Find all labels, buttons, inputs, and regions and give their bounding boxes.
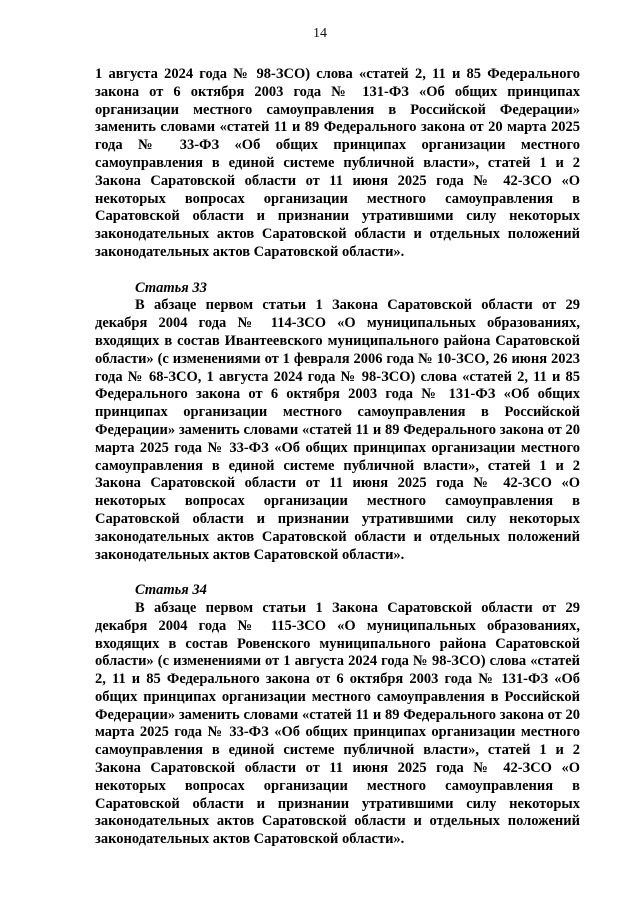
paragraph-continuation: 1 августа 2024 года № 98-ЗСО) слова «статей 2, 11 и 85 Федерального закона от 6 октября 2003 года № 131-ФЗ «Об общих принципах организации местного самоуправления в Российской Федерации» заменить словами «статей 11 и 89 Федерального закона от 20 марта 2025 года № 33-ФЗ «Об общих принципах организации местного самоуправления в единой системе публичной власти», статей 1 и 2 Закона Саратовской области от 11 июня 2025 года № 42-ЗСО «О некоторых вопросах организации местного самоуправления в Саратовской области и признании утратившими силу некоторых законодательных актов Саратовской области и отдельных положений законодательных актов Саратовской области». <box>95 66 580 260</box>
article-34-body: В абзаце первом статьи 1 Закона Саратовской области от 29 декабря 2004 года № 115-ЗСО «О муниципальных образованиях, входящих в состав Ровенского муниципального района Саратовской области» (с изменениями от 1 августа 2024 года № 98-ЗСО) слова «статей 2, 11 и 85 Федерального закона от 6 октября 2003 года № 131-ФЗ «Об общих принципах организации местного самоуправления в Российской Федерации» заменить словами «статей 11 и 89 Федерального закона от 20 марта 2025 года № 33-ФЗ «Об общих принципах организации местного самоуправления в единой системе публичной власти», статей 1 и 2 Закона Саратовской области от 11 июня 2025 года № 42-ЗСО «О некоторых вопросах организации местного самоуправления в Саратовской области и признании утратившими силу некоторых законодательных актов Саратовской области и отдельных положений законодательных актов Саратовской области». <box>95 599 580 848</box>
page-number: 14 <box>313 26 327 41</box>
article-34-heading: Статья 34 <box>135 582 207 599</box>
article-33-heading: Статья 33 <box>135 279 207 296</box>
article-33-body: В абзаце первом статьи 1 Закона Саратовской области от 29 декабря 2004 года № 114-ЗСО «О муниципальных образованиях, входящих в состав Ивантеевского муниципального района Саратовской области» (с изменениями от 1 февраля 2006 года № 10-ЗСО, 26 июня 2023 года № 68-ЗСО, 1 августа 2024 года № 98-ЗСО) слова «статей 2, 11 и 85 Федерального закона от 6 октября 2003 года № 131-ФЗ «Об общих принципах организации местного самоуправления в Российской Федерации» заменить словами «статей 11 и 89 Федерального закона от 20 марта 2025 года № 33-ФЗ «Об общих принципах организации местного самоуправления в единой системе публичной власти», статей 1 и 2 Закона Саратовской области от 11 июня 2025 года № 42-ЗСО «О некоторых вопросах организации местного самоуправления в Саратовской области и признании утратившими силу некоторых законодательных актов Саратовской области и отдельных положений законодательных актов Саратовской области». <box>95 297 580 563</box>
document-body <box>95 66 580 849</box>
